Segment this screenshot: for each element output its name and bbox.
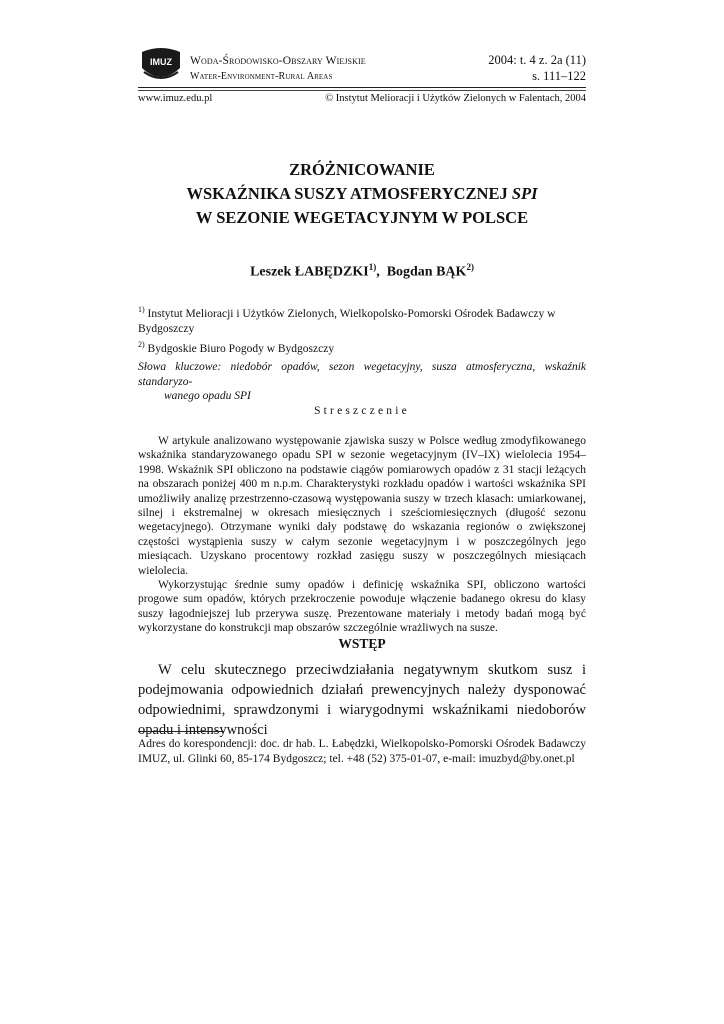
header-rule-thin bbox=[138, 90, 586, 91]
affiliation-1 bbox=[138, 302, 598, 337]
abstract-paragraph-2: Wykorzystując średnie sumy opadów i definicję wskaźnika SPI, obliczono wartości progowe sum opadów, których przekroczenie powoduje włączenie badanego okresu do klasy suszy łagodniejszej lub przerywa suszę. Prezentowane materiały i metody badań mogą być wykorzystane do konstrukcji map obszarów szczególnie wrażliwych na susze. bbox=[138, 579, 586, 635]
section-heading-introduction: WSTĘP bbox=[338, 636, 386, 651]
footnote-rule bbox=[138, 731, 224, 732]
journal-title-en: Water-Environment-Rural Areas bbox=[190, 71, 333, 82]
introduction bbox=[138, 660, 586, 740]
author-1: Leszek ŁABĘDZKI bbox=[250, 264, 369, 280]
abstract-paragraph-1: W artykule analizowano występowanie zjawiska suszy w Polsce według zmodyfikowanego wskaźnika standaryzowanego opadu SPI w sezonie wegetacyjnym (IV–IX) wielolecia 1954–1998. Wskaźnik SPI obliczono na podstawie ciągów pomiarowych opadów z 31 stacji leżących na obszarach poniżej 400 m n.p.m. Charakterystyki rozkładu opadów i wartości wskaźnika SPI umożliwiły analizę przestrzenno-czasową występowania suszy w trzech klasach: umiarkowanej, silnej i ekstremalnej w okresach miesięcznych i sześciomiesięcznych (długość sezonu wegetacyjnego). Otrzymane wyniki dały podstawę do wskazania regionów o zwiększonej częstości wystąpienia suszy w całym sezonie wegetacyjnym i w poszczególnych jego miesiącach. Uzyskano procentowy rozkład zasięgu suszy w poszczególnych miesiącach wielolecia. bbox=[138, 435, 586, 577]
issue-info: 2004: t. 4 z. 2a (11) bbox=[488, 53, 586, 67]
keywords-line-1: Słowa kluczowe: niedobór opadów, sezon wegetacyjny, susza atmosferyczna, wskaźnik standaryzo- bbox=[138, 361, 586, 388]
affiliation-2-text: Bydgoskie Biuro Pogody w Bydgoszczy bbox=[144, 342, 335, 355]
introduction-paragraph: W celu skutecznego przeciwdziałania negatywnym skutkom susz i podejmowania odpowiednich działań prewencyjnych należy dysponować odpowiednimi, sprawdzonymi i wiarygodnymi wskaźnikami niedoborów opadu i intensywności bbox=[138, 662, 586, 738]
title-line-2-text: WSKAŹNIKA SUSZY ATMOSFERYCZNEJ bbox=[186, 184, 512, 203]
affiliation-2 bbox=[138, 337, 598, 357]
correspondence-footnote: Adres do korespondencji: doc. dr hab. L. Łabędzki, Wielkopolsko-Pomorski Ośrodek Badawczy IMUZ, ul. Glinki 60, 85-174 Bydgoszcz; tel. +48 (52) 375-01-07, e-mail: imuzbyd@by.onet.pl bbox=[138, 738, 586, 765]
header-rule-thick bbox=[138, 87, 586, 88]
author-2-affiliation-mark: 2) bbox=[466, 262, 474, 272]
title-line-2 bbox=[138, 182, 586, 206]
title-spi: SPI bbox=[511, 184, 538, 203]
author-2: Bogdan BĄK bbox=[386, 264, 467, 280]
imuz-logo bbox=[140, 46, 182, 86]
affiliations bbox=[138, 302, 598, 357]
abstract bbox=[138, 434, 586, 636]
logo-text: IMUZ bbox=[150, 57, 172, 67]
website-link[interactable]: www.imuz.edu.pl bbox=[138, 93, 213, 104]
title-line-3: W SEZONIE WEGETACYJNYM W POLSCE bbox=[195, 208, 529, 227]
keywords-line-2: wanego opadu SPI bbox=[164, 390, 251, 402]
author-separator: , bbox=[376, 264, 387, 280]
copyright-notice: © Instytut Melioracji i Użytków Zielonych w Falentach, 2004 bbox=[325, 93, 586, 104]
author-1-affiliation-mark: 1) bbox=[368, 262, 377, 272]
affiliation-1-text: Instytut Melioracji i Użytków Zielonych, Wielkopolsko-Pomorski Ośrodek Badawczy w Bydgoszczy bbox=[138, 307, 556, 335]
keywords bbox=[138, 360, 586, 404]
page-range: s. 111–122 bbox=[532, 69, 586, 83]
title-line-1: ZRÓŻNICOWANIE bbox=[289, 160, 435, 179]
authors bbox=[138, 262, 586, 281]
affiliation-2-mark: 2) bbox=[138, 339, 145, 349]
affiliation-1-mark: 1) bbox=[138, 305, 145, 314]
paper-title bbox=[138, 158, 586, 230]
journal-title-pl: Woda-Środowisko-Obszary Wiejskie bbox=[190, 55, 366, 67]
abstract-heading: Streszczenie bbox=[314, 405, 410, 417]
